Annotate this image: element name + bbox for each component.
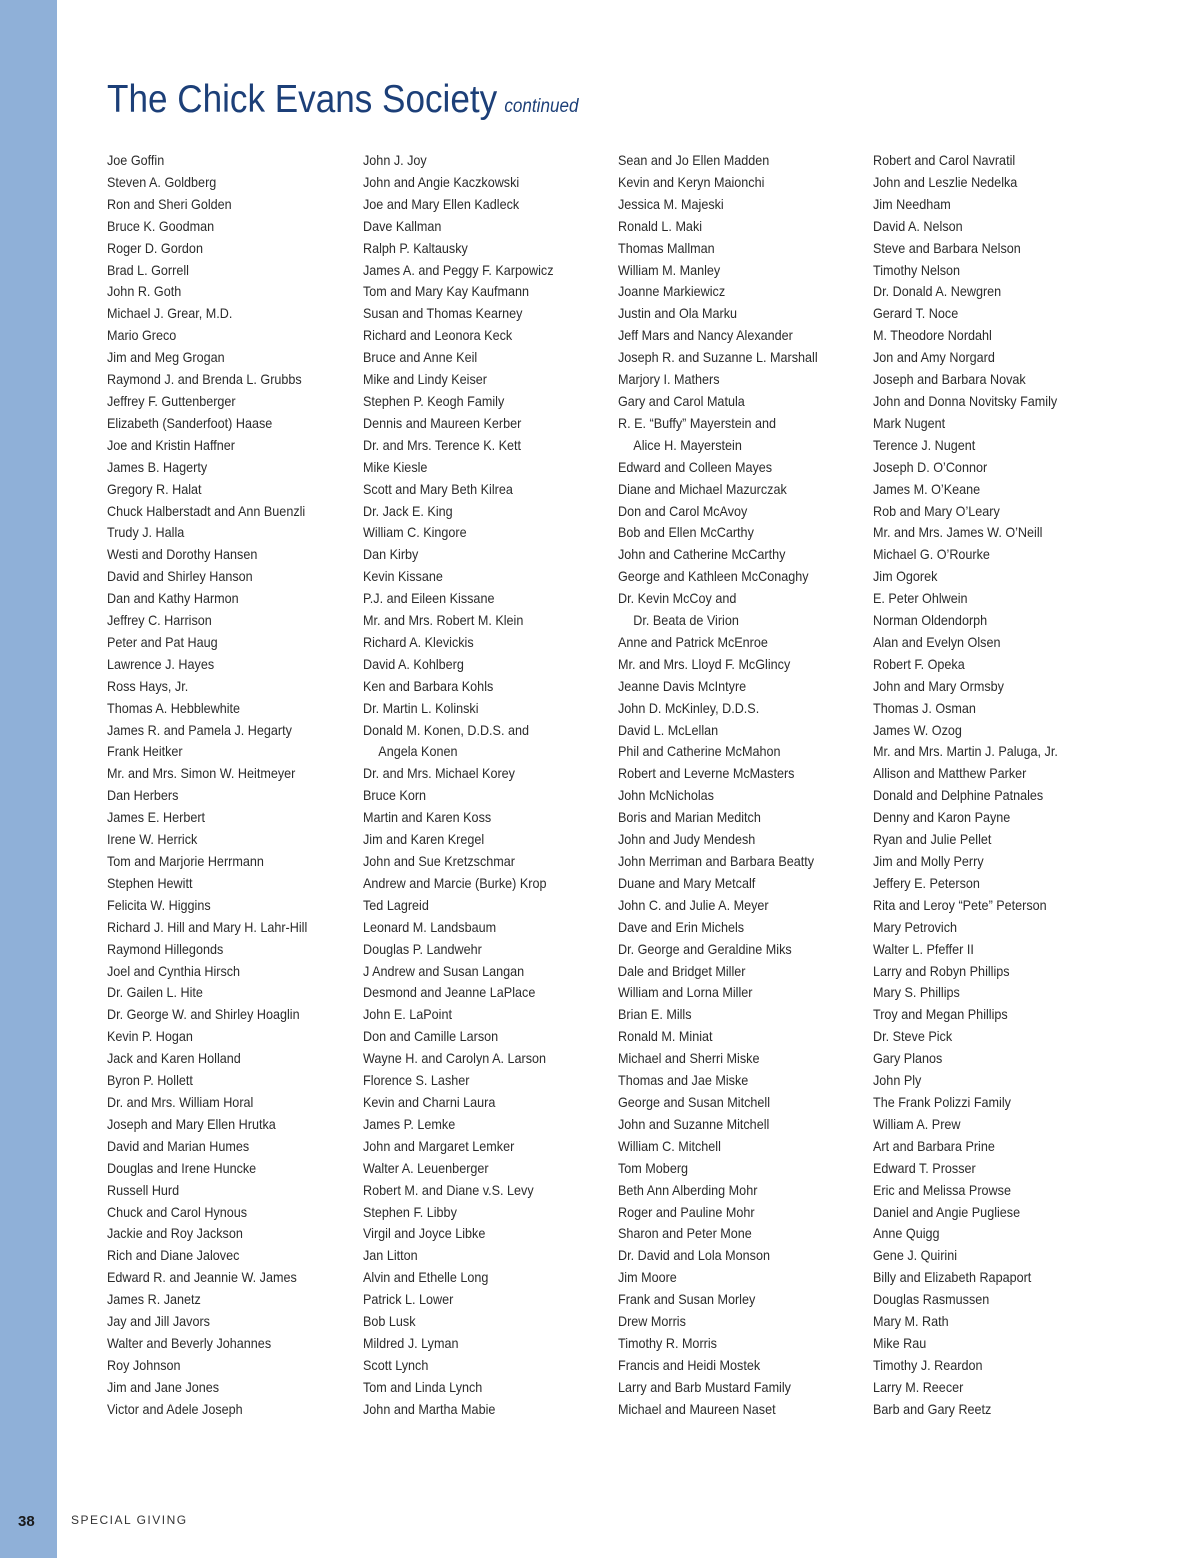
- donor-name: Desmond and Jeanne LaPlace: [363, 984, 536, 1001]
- donor-name: Stephen Hewitt: [107, 874, 193, 891]
- donor-name: John and Margaret Lemker: [363, 1137, 515, 1154]
- donor-name: Thomas A. Hebblewhite: [107, 699, 241, 716]
- donor-name: Dr. and Mrs. Michael Korey: [363, 765, 515, 782]
- donor-name: Joseph and Mary Ellen Hrutka: [107, 1115, 276, 1132]
- donor-name: Dave and Erin Michels: [618, 918, 745, 935]
- donor-name: Roger D. Gordon: [107, 239, 203, 256]
- donor-name-continuation: Angela Konen: [378, 743, 458, 760]
- donor-name: Patrick L. Lower: [363, 1291, 454, 1308]
- donor-name: Susan and Thomas Kearney: [363, 305, 523, 322]
- donor-name: Brad L. Gorrell: [107, 261, 189, 278]
- donor-name: Walter A. Leuenberger: [363, 1159, 489, 1176]
- title-continued: continued: [504, 96, 579, 117]
- donor-name: Walter L. Pfeffer II: [873, 940, 974, 957]
- donor-name: Tom and Linda Lynch: [363, 1378, 483, 1395]
- donor-name: Joseph R. and Suzanne L. Marshall: [618, 349, 818, 366]
- donor-name-continuation: Dr. Beata de Virion: [633, 612, 739, 629]
- donor-name: Jim and Meg Grogan: [107, 349, 225, 366]
- donor-name: Mark Nugent: [873, 414, 946, 431]
- donor-name: Terence J. Nugent: [873, 436, 976, 453]
- donor-name: Irene W. Herrick: [107, 831, 198, 848]
- donor-name: John and Suzanne Mitchell: [618, 1115, 770, 1132]
- donor-name: William A. Prew: [873, 1115, 961, 1132]
- donor-name: Dr. Martin L. Kolinski: [363, 699, 479, 716]
- donor-name: Dr. Jack E. King: [363, 502, 453, 519]
- donor-name: Dennis and Maureen Kerber: [363, 414, 522, 431]
- donor-name: Jim Needham: [873, 195, 951, 212]
- donor-name: Dale and Bridget Miller: [618, 962, 746, 979]
- donor-name: Chuck and Carol Hynous: [107, 1203, 248, 1220]
- donor-name: Ronald L. Maki: [618, 217, 703, 234]
- donor-name: Daniel and Angie Pugliese: [873, 1203, 1021, 1220]
- donor-name: Douglas Rasmussen: [873, 1291, 990, 1308]
- donor-name: Robert F. Opeka: [873, 655, 965, 672]
- donor-name: Martin and Karen Koss: [363, 809, 492, 826]
- donor-name: Tom and Mary Kay Kaufmann: [363, 283, 529, 300]
- donor-name: Gene J. Quirini: [873, 1247, 958, 1264]
- donor-name: Mr. and Mrs. Lloyd F. McGlincy: [618, 655, 791, 672]
- donor-name: Peter and Pat Haug: [107, 633, 218, 650]
- donor-name: The Frank Polizzi Family: [873, 1093, 1011, 1110]
- donor-name: Rich and Diane Jalovec: [107, 1247, 240, 1264]
- donor-name: Sean and Jo Ellen Madden: [618, 152, 770, 168]
- donor-name: James P. Lemke: [363, 1115, 456, 1132]
- donor-name: David A. Kohlberg: [363, 655, 464, 672]
- donor-name: Timothy R. Morris: [618, 1334, 717, 1351]
- donor-name: Robert and Carol Navratil: [873, 152, 1016, 168]
- donor-name: David L. McLellan: [618, 721, 719, 738]
- donor-name: Kevin P. Hogan: [107, 1028, 193, 1045]
- donor-name: William C. Kingore: [363, 524, 467, 541]
- donor-name: Mr. and Mrs. Martin J. Paluga, Jr.: [873, 743, 1058, 760]
- donor-name: Bob Lusk: [363, 1313, 416, 1330]
- donor-name: Scott and Mary Beth Kilrea: [363, 480, 513, 497]
- donor-name: Dr. George W. and Shirley Hoaglin: [107, 1006, 300, 1023]
- donor-name: Leonard M. Landsbaum: [363, 918, 497, 935]
- donor-name: Gregory R. Halat: [107, 480, 202, 497]
- donor-name: E. Peter Ohlwein: [873, 590, 968, 607]
- donor-name: Jessica M. Majeski: [618, 195, 724, 212]
- donor-name: Larry M. Reecer: [873, 1378, 964, 1395]
- donor-name: Timothy Nelson: [873, 261, 961, 278]
- donor-name: M. Theodore Nordahl: [873, 327, 992, 344]
- donor-name: Bruce K. Goodman: [107, 217, 215, 234]
- donor-name: Richard A. Klevickis: [363, 633, 474, 650]
- donor-name: J Andrew and Susan Langan: [363, 962, 525, 979]
- donor-name: Frank Heitker: [107, 743, 183, 760]
- donor-name: James R. Janetz: [107, 1291, 201, 1308]
- donor-name: Jeanne Davis McIntyre: [618, 677, 747, 694]
- donor-name: Steve and Barbara Nelson: [873, 239, 1021, 256]
- donor-name: Dan and Kathy Harmon: [107, 590, 239, 607]
- donor-name: Mary S. Phillips: [873, 984, 960, 1001]
- donor-column-3: [618, 150, 868, 1421]
- donor-name: Bob and Ellen McCarthy: [618, 524, 754, 541]
- donor-name: Dan Herbers: [107, 787, 179, 804]
- donor-name: Jack and Karen Holland: [107, 1050, 241, 1067]
- donor-name: Raymond J. and Brenda L. Grubbs: [107, 371, 302, 388]
- donor-name: Ken and Barbara Kohls: [363, 677, 494, 694]
- donor-name: Ronald M. Miniat: [618, 1028, 713, 1045]
- donor-name: Michael and Sherri Miske: [618, 1050, 760, 1067]
- donor-name: Felicita W. Higgins: [107, 896, 211, 913]
- donor-name: Edward and Colleen Mayes: [618, 458, 773, 475]
- donor-name: Westi and Dorothy Hansen: [107, 546, 258, 563]
- donor-name: Bruce Korn: [363, 787, 427, 804]
- donor-name: Joe and Mary Ellen Kadleck: [363, 195, 520, 212]
- donor-name: Andrew and Marcie (Burke) Krop: [363, 874, 547, 891]
- donor-name: P.J. and Eileen Kissane: [363, 590, 495, 607]
- donor-name: Joe and Kristin Haffner: [107, 436, 235, 453]
- donor-name: Trudy J. Halla: [107, 524, 185, 541]
- donor-name: Scott Lynch: [363, 1356, 429, 1373]
- donor-name: John R. Goth: [107, 283, 182, 300]
- donor-name: John and Angie Kaczkowski: [363, 173, 520, 190]
- donor-name: Mary M. Rath: [873, 1313, 949, 1330]
- donor-name: Drew Morris: [618, 1313, 686, 1330]
- donor-name: John and Sue Kretzschmar: [363, 853, 515, 869]
- donor-name: Mary Petrovich: [873, 918, 958, 935]
- donor-name: Jeff Mars and Nancy Alexander: [618, 327, 793, 344]
- donor-name: Don and Carol McAvoy: [618, 502, 748, 519]
- donor-name: John E. LaPoint: [363, 1006, 452, 1023]
- donor-name: Troy and Megan Phillips: [873, 1006, 1008, 1023]
- page-number: 38: [18, 1513, 35, 1530]
- donor-name: James W. Ozog: [873, 721, 962, 738]
- donor-name: Walter and Beverly Johannes: [107, 1334, 272, 1351]
- donor-name: Eric and Melissa Prowse: [873, 1181, 1011, 1198]
- donor-name: Robert and Leverne McMasters: [618, 765, 795, 782]
- donor-name: Thomas Mallman: [618, 239, 715, 256]
- donor-name: Jeffrey F. Guttenberger: [107, 392, 236, 409]
- page-title: [107, 78, 579, 122]
- donor-name: Boris and Marian Meditch: [618, 809, 761, 826]
- donor-name: Denny and Karon Payne: [873, 809, 1011, 826]
- donor-name: John McNicholas: [618, 787, 714, 804]
- donor-name: John and Donna Novitsky Family: [873, 392, 1058, 409]
- donor-column-2: [363, 150, 613, 1421]
- donor-name: Brian E. Mills: [618, 1006, 692, 1023]
- donor-name: Robert M. and Diane v.S. Levy: [363, 1181, 534, 1198]
- donor-name: Douglas P. Landwehr: [363, 940, 482, 957]
- donor-name: Raymond Hillegonds: [107, 940, 224, 957]
- donor-name: Dr. Kevin McCoy and: [618, 590, 737, 607]
- donor-name: Timothy J. Reardon: [873, 1356, 983, 1373]
- donor-name: James M. O’Keane: [873, 480, 981, 497]
- donor-name: Dr. and Mrs. Terence K. Kett: [363, 436, 522, 453]
- donor-name: Jeffrey C. Harrison: [107, 612, 212, 629]
- donor-name: Ross Hays, Jr.: [107, 677, 189, 694]
- donor-name: John and Judy Mendesh: [618, 831, 756, 848]
- donor-name: Richard and Leonora Keck: [363, 327, 513, 344]
- donor-name: John J. Joy: [363, 152, 427, 168]
- donor-name: James A. and Peggy F. Karpowicz: [363, 261, 554, 278]
- donor-name: Jim Ogorek: [873, 568, 938, 585]
- donor-name: David and Marian Humes: [107, 1137, 250, 1154]
- donor-name: Jim and Karen Kregel: [363, 831, 485, 848]
- donor-name: Dr. George and Geraldine Miks: [618, 940, 792, 957]
- donor-name: George and Susan Mitchell: [618, 1093, 770, 1110]
- donor-name: Joseph and Barbara Novak: [873, 371, 1026, 388]
- donor-name: Diane and Michael Mazurczak: [618, 480, 787, 497]
- donor-name: Wayne H. and Carolyn A. Larson: [363, 1050, 547, 1067]
- donor-name: Florence S. Lasher: [363, 1072, 470, 1089]
- donor-name: Jim Moore: [618, 1269, 677, 1286]
- title-text: The Chick Evans Society: [107, 78, 498, 121]
- donor-name: Donald and Delphine Patnales: [873, 787, 1044, 804]
- donor-name: Richard J. Hill and Mary H. Lahr-Hill: [107, 918, 308, 935]
- donor-name: Thomas and Jae Miske: [618, 1072, 749, 1089]
- donor-name: Barb and Gary Reetz: [873, 1400, 992, 1417]
- donor-name: Norman Oldendorph: [873, 612, 988, 629]
- donor-name: David and Shirley Hanson: [107, 568, 253, 585]
- donor-name: Justin and Ola Marku: [618, 305, 738, 322]
- donor-name: Stephen F. Libby: [363, 1203, 457, 1220]
- donor-name: John and Martha Mabie: [363, 1400, 496, 1417]
- donor-name: Gary and Carol Matula: [618, 392, 745, 409]
- donor-name: Dan Kirby: [363, 546, 419, 563]
- donor-name: Alvin and Ethelle Long: [363, 1269, 489, 1286]
- donor-name: Art and Barbara Prine: [873, 1137, 995, 1154]
- donor-name: Rita and Leroy “Pete” Peterson: [873, 896, 1047, 913]
- donor-name: Byron P. Hollett: [107, 1072, 193, 1089]
- donor-name: Alan and Evelyn Olsen: [873, 633, 1001, 650]
- donor-name: Douglas and Irene Huncke: [107, 1159, 257, 1176]
- donor-name: Jan Litton: [363, 1247, 418, 1264]
- donor-name: Kevin and Keryn Maionchi: [618, 173, 765, 190]
- donor-name: Jackie and Roy Jackson: [107, 1225, 243, 1242]
- donor-name: Lawrence J. Hayes: [107, 655, 215, 672]
- donor-name: Virgil and Joyce Libke: [363, 1225, 486, 1242]
- donor-name: Kevin Kissane: [363, 568, 443, 585]
- donor-name: Mr. and Mrs. Simon W. Heitmeyer: [107, 765, 296, 782]
- donor-name: Larry and Barb Mustard Family: [618, 1378, 791, 1395]
- donor-name: Mario Greco: [107, 327, 177, 344]
- donor-name: Joel and Cynthia Hirsch: [107, 962, 241, 979]
- donor-name: Jeffery E. Peterson: [873, 874, 980, 891]
- donor-name: Beth Ann Alberding Mohr: [618, 1181, 758, 1198]
- donor-name: Stephen P. Keogh Family: [363, 392, 505, 409]
- donor-name: Jim and Jane Jones: [107, 1378, 220, 1395]
- donor-name: John D. McKinley, D.D.S.: [618, 699, 760, 716]
- donor-name: Edward R. and Jeannie W. James: [107, 1269, 297, 1286]
- donor-name: Dr. Gailen L. Hite: [107, 984, 203, 1001]
- donor-name: Edward T. Prosser: [873, 1159, 976, 1176]
- side-color-band: [0, 0, 57, 1558]
- donor-name: John Merriman and Barbara Beatty: [618, 853, 815, 869]
- donor-name: Joe Goffin: [107, 152, 165, 168]
- donor-name: Dr. David and Lola Monson: [618, 1247, 770, 1264]
- donor-name: Rob and Mary O’Leary: [873, 502, 1000, 519]
- donor-name: Mildred J. Lyman: [363, 1334, 459, 1351]
- donor-name: Dave Kallman: [363, 217, 442, 234]
- donor-name: Duane and Mary Metcalf: [618, 874, 756, 891]
- donor-name: Sharon and Peter Mone: [618, 1225, 752, 1242]
- donor-name: Ron and Sheri Golden: [107, 195, 232, 212]
- donor-name: Phil and Catherine McMahon: [618, 743, 781, 760]
- donor-name: John C. and Julie A. Meyer: [618, 896, 769, 913]
- donor-name: Jim and Molly Perry: [873, 853, 984, 869]
- donor-name: Russell Hurd: [107, 1181, 180, 1198]
- donor-name: Marjory I. Mathers: [618, 371, 720, 388]
- donor-name: Jon and Amy Norgard: [873, 349, 995, 366]
- donor-name: George and Kathleen McConaghy: [618, 568, 809, 585]
- donor-name: Victor and Adele Joseph: [107, 1400, 243, 1417]
- donor-name: Francis and Heidi Mostek: [618, 1356, 761, 1373]
- donor-name: Dr. Donald A. Newgren: [873, 283, 1002, 300]
- donor-name: Kevin and Charni Laura: [363, 1093, 496, 1110]
- donor-name: Ralph P. Kaltausky: [363, 239, 468, 256]
- donor-name: Frank and Susan Morley: [618, 1291, 756, 1308]
- donor-name: William and Lorna Miller: [618, 984, 753, 1001]
- donor-name: Dr. Steve Pick: [873, 1028, 953, 1045]
- donor-name: Ryan and Julie Pellet: [873, 831, 992, 848]
- donor-name: Mike Kiesle: [363, 458, 428, 475]
- donor-name: William C. Mitchell: [618, 1137, 721, 1154]
- donor-name: Jay and Jill Javors: [107, 1313, 210, 1330]
- donor-name: Michael J. Grear, M.D.: [107, 305, 233, 322]
- donor-name: Joanne Markiewicz: [618, 283, 726, 300]
- donor-name: Michael and Maureen Naset: [618, 1400, 776, 1417]
- donor-name: Don and Camille Larson: [363, 1028, 499, 1045]
- donor-name: Tom and Marjorie Herrmann: [107, 853, 264, 869]
- donor-name: Larry and Robyn Phillips: [873, 962, 1010, 979]
- donor-name: John and Catherine McCarthy: [618, 546, 786, 563]
- donor-name: Gary Planos: [873, 1050, 943, 1067]
- donor-name: William M. Manley: [618, 261, 721, 278]
- donor-name-continuation: Alice H. Mayerstein: [633, 436, 742, 453]
- donor-name: R. E. “Buffy” Mayerstein and: [618, 414, 777, 431]
- donor-name: Mike Rau: [873, 1334, 927, 1351]
- donor-name: Joseph D. O’Connor: [873, 458, 988, 475]
- donor-name: Gerard T. Noce: [873, 305, 959, 322]
- donor-column-4: [873, 150, 1123, 1421]
- donor-name: Donald M. Konen, D.D.S. and: [363, 721, 529, 738]
- donor-name: Mr. and Mrs. Robert M. Klein: [363, 612, 524, 629]
- donor-name: Billy and Elizabeth Rapaport: [873, 1269, 1032, 1286]
- donor-name: James B. Hagerty: [107, 458, 208, 475]
- donor-column-1: [107, 150, 357, 1421]
- donor-name: John and Leszlie Nedelka: [873, 173, 1018, 190]
- donor-name: Steven A. Goldberg: [107, 173, 217, 190]
- donor-name: John and Mary Ormsby: [873, 677, 1004, 694]
- donor-name: Ted Lagreid: [363, 896, 429, 913]
- donor-name: Anne and Patrick McEnroe: [618, 633, 768, 650]
- donor-name: Bruce and Anne Keil: [363, 349, 478, 366]
- donor-name: Anne Quigg: [873, 1225, 940, 1242]
- donor-name: Thomas J. Osman: [873, 699, 976, 716]
- donor-name: Roy Johnson: [107, 1356, 181, 1373]
- donor-name: Mr. and Mrs. James W. O’Neill: [873, 524, 1043, 541]
- donor-name: John Ply: [873, 1072, 922, 1089]
- donor-name: Tom Moberg: [618, 1159, 689, 1176]
- donor-name: Roger and Pauline Mohr: [618, 1203, 755, 1220]
- donor-name: Mike and Lindy Keiser: [363, 371, 487, 388]
- donor-name: James R. and Pamela J. Hegarty: [107, 721, 292, 738]
- section-label: SPECIAL GIVING: [71, 1513, 188, 1527]
- donor-name: Allison and Matthew Parker: [873, 765, 1027, 782]
- donor-name: Dr. and Mrs. William Horal: [107, 1093, 254, 1110]
- donor-name: Chuck Halberstadt and Ann Buenzli: [107, 502, 306, 519]
- donor-name: David A. Nelson: [873, 217, 963, 234]
- donor-name: James E. Herbert: [107, 809, 206, 826]
- donor-name: Michael G. O’Rourke: [873, 546, 990, 563]
- donor-name: Elizabeth (Sanderfoot) Haase: [107, 414, 273, 431]
